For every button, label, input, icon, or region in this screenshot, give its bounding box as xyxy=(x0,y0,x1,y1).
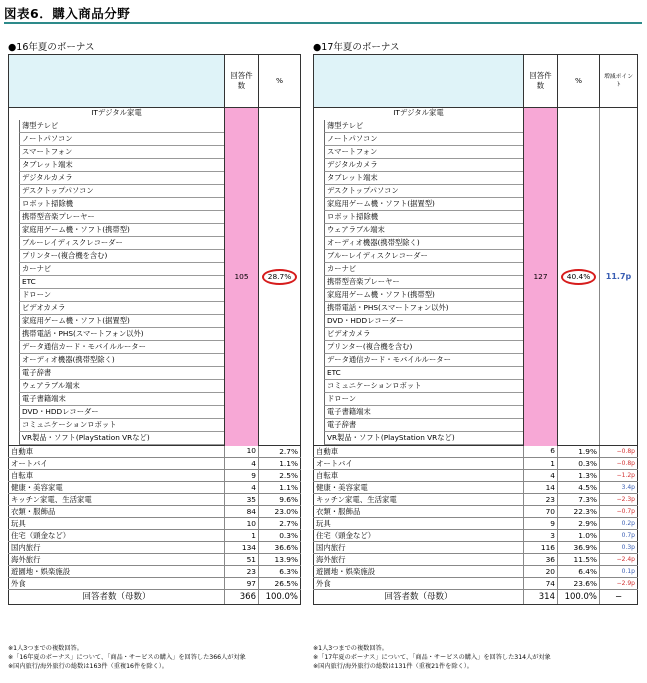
table-row xyxy=(314,470,638,482)
row-count: 36 xyxy=(524,554,558,566)
table-row xyxy=(9,578,301,590)
row-pct: 6.4% xyxy=(558,566,600,578)
row-point: −0.7p xyxy=(600,506,638,518)
row-label: 衣類・服飾品 xyxy=(314,506,524,518)
it-item: デジタルカメラ xyxy=(19,172,224,185)
row-pct: 7.3% xyxy=(558,494,600,506)
it-item: ウェアラブル端末 xyxy=(324,224,523,237)
it-item: コミュニケーションロボット xyxy=(19,419,224,432)
table-row xyxy=(314,446,638,458)
table-2016 xyxy=(8,54,301,605)
row-count: 134 xyxy=(225,542,259,554)
it-item: プリンター(複合機を含む) xyxy=(324,341,523,354)
table-row xyxy=(9,554,301,566)
it-item: ウェアラブル端末 xyxy=(19,380,224,393)
row-pct: 0.3% xyxy=(558,458,600,470)
it-category-title: ITデジタル家電 xyxy=(91,108,142,117)
it-item: スマートフォン xyxy=(19,146,224,159)
row-point: −2.4p xyxy=(600,554,638,566)
row-label: 住宅（頭金など） xyxy=(9,530,225,542)
table-row xyxy=(9,542,301,554)
table-row xyxy=(9,482,301,494)
it-item: ビデオカメラ xyxy=(324,328,523,341)
row-point: 0.2p xyxy=(600,518,638,530)
row-label: 自動車 xyxy=(9,446,225,458)
header-blank xyxy=(9,55,225,108)
row-pct: 1.0% xyxy=(558,530,600,542)
panel-heading-2016: ●16年夏のボーナス xyxy=(8,42,95,53)
table-row xyxy=(314,482,638,494)
it-category-title: ITデジタル家電 xyxy=(393,108,444,117)
row-count: 1 xyxy=(524,458,558,470)
it-item: DVD・HDDレコーダー xyxy=(19,406,224,419)
it-item: カーナビ xyxy=(324,263,523,276)
it-item: ロボット掃除機 xyxy=(324,211,523,224)
row-pct: 36.9% xyxy=(558,542,600,554)
table-row xyxy=(314,566,638,578)
it-point: 11.7p xyxy=(600,108,638,446)
it-count: 105 xyxy=(225,108,259,446)
row-count: 10 xyxy=(225,446,259,458)
notes-2017 xyxy=(313,644,551,671)
row-pct: 23.6% xyxy=(558,578,600,590)
it-item: デスクトップパソコン xyxy=(19,185,224,198)
it-item-list xyxy=(9,120,224,445)
row-label: 海外旅行 xyxy=(314,554,524,566)
it-item: タブレット端末 xyxy=(324,172,523,185)
it-item: タブレット端末 xyxy=(19,159,224,172)
total-point: − xyxy=(600,590,638,605)
table-2017 xyxy=(313,54,638,605)
table-row xyxy=(9,530,301,542)
row-label: キッチン家電、生活家電 xyxy=(9,494,225,506)
row-pct: 1.1% xyxy=(259,482,301,494)
total-label: 回答者数（母数） xyxy=(314,590,524,605)
category-rows xyxy=(9,446,301,590)
total-pct: 100.0% xyxy=(259,590,301,605)
row-label: 玩具 xyxy=(314,518,524,530)
row-count: 70 xyxy=(524,506,558,518)
it-item-list xyxy=(314,120,523,445)
row-point: 0.7p xyxy=(600,530,638,542)
it-item: デジタルカメラ xyxy=(324,159,523,172)
row-label: 遊園地・娯楽施設 xyxy=(314,566,524,578)
row-label: 国内旅行 xyxy=(9,542,225,554)
it-item: コミュニケーションロボット xyxy=(324,380,523,393)
it-item: 携帯電話・PHS(スマートフォン以外) xyxy=(324,302,523,315)
note: ※国内旅行/海外旅行の総数は131件（重複21件を除く）。 xyxy=(313,663,473,670)
row-label: 外食 xyxy=(314,578,524,590)
it-item: 携帯型音楽プレーヤー xyxy=(324,276,523,289)
total-row xyxy=(314,590,638,605)
note: ※1人3つまでの複数回答。 xyxy=(313,645,388,652)
panel-2016 xyxy=(8,42,300,605)
row-pct: 4.5% xyxy=(558,482,600,494)
row-pct: 1.9% xyxy=(558,446,600,458)
it-item: 家庭用ゲーム機・ソフト(携帯型) xyxy=(324,289,523,302)
row-label: 健康・美容家電 xyxy=(314,482,524,494)
table-row xyxy=(314,578,638,590)
it-block xyxy=(9,108,301,446)
category-rows xyxy=(314,446,638,590)
row-pct: 2.5% xyxy=(259,470,301,482)
row-count: 4 xyxy=(225,482,259,494)
it-item: ETC xyxy=(324,367,523,380)
row-label: 国内旅行 xyxy=(314,542,524,554)
title-rule xyxy=(4,22,642,24)
row-count: 51 xyxy=(225,554,259,566)
row-label: 自転車 xyxy=(9,470,225,482)
table-row xyxy=(314,506,638,518)
row-point: −2.9p xyxy=(600,578,638,590)
it-item: VR製品・ソフト(PlayStation VRなど) xyxy=(324,432,523,445)
row-count: 3 xyxy=(524,530,558,542)
row-pct: 26.5% xyxy=(259,578,301,590)
it-count: 127 xyxy=(524,108,558,446)
row-pct: 6.3% xyxy=(259,566,301,578)
row-pct: 2.7% xyxy=(259,518,301,530)
row-pct: 1.3% xyxy=(558,470,600,482)
table-row xyxy=(9,494,301,506)
row-count: 4 xyxy=(524,470,558,482)
total-row xyxy=(9,590,301,605)
it-item: オーディオ機器(携帯型除く) xyxy=(19,354,224,367)
it-item: ブルーレイディスクレコーダー xyxy=(19,237,224,250)
row-label: 衣類・服飾品 xyxy=(9,506,225,518)
row-pct: 13.9% xyxy=(259,554,301,566)
it-block xyxy=(314,108,638,446)
it-item: プリンター(複合機を含む) xyxy=(19,250,224,263)
it-item: デスクトップパソコン xyxy=(324,185,523,198)
row-label: オートバイ xyxy=(9,458,225,470)
it-item: 薄型テレビ xyxy=(19,120,224,133)
row-point: 0.3p xyxy=(600,542,638,554)
row-pct: 36.6% xyxy=(259,542,301,554)
table-row xyxy=(314,494,638,506)
it-item: 携帯電話・PHS(スマートフォン以外) xyxy=(19,328,224,341)
row-pct: 2.7% xyxy=(259,446,301,458)
it-item: 電子書籍端末 xyxy=(324,406,523,419)
row-point: −2.3p xyxy=(600,494,638,506)
notes-2016 xyxy=(8,644,246,671)
row-count: 4 xyxy=(225,458,259,470)
row-pct: 2.9% xyxy=(558,518,600,530)
row-count: 10 xyxy=(225,518,259,530)
table-row xyxy=(314,554,638,566)
row-count: 14 xyxy=(524,482,558,494)
it-item: データ通信カード・モバイルルーター xyxy=(324,354,523,367)
row-label: 遊園地・娯楽施設 xyxy=(9,566,225,578)
it-item: 家庭用ゲーム機・ソフト(据置型) xyxy=(324,198,523,211)
note: ※「17年夏のボーナス」について、「商品・サービスの購入」を回答した314人が対象 xyxy=(313,654,551,661)
header-row xyxy=(9,55,301,108)
row-count: 84 xyxy=(225,506,259,518)
it-item: ドローン xyxy=(324,393,523,406)
header-pct: % xyxy=(558,55,600,108)
row-point: −0.8p xyxy=(600,446,638,458)
header-pct: % xyxy=(259,55,301,108)
it-item: ETC xyxy=(19,276,224,289)
row-pct: 22.3% xyxy=(558,506,600,518)
row-label: 自動車 xyxy=(314,446,524,458)
it-item: ノートパソコン xyxy=(19,133,224,146)
row-count: 97 xyxy=(225,578,259,590)
row-label: 住宅（頭金など） xyxy=(314,530,524,542)
table-row xyxy=(314,458,638,470)
row-count: 6 xyxy=(524,446,558,458)
row-count: 23 xyxy=(225,566,259,578)
row-count: 9 xyxy=(524,518,558,530)
it-item: 携帯型音楽プレーヤー xyxy=(19,211,224,224)
row-label: キッチン家電、生活家電 xyxy=(314,494,524,506)
table-row xyxy=(314,518,638,530)
row-label: 健康・美容家電 xyxy=(9,482,225,494)
it-pct-cell xyxy=(259,108,301,446)
note: ※1人3つまでの複数回答。 xyxy=(8,645,83,652)
note: ※国内旅行/海外旅行の総数は163件（重複16件を除く）。 xyxy=(8,663,168,670)
it-list-cell xyxy=(9,108,225,446)
it-pct-highlight: 40.4% xyxy=(561,269,596,285)
header-count: 回答件数 xyxy=(524,55,558,108)
row-label: 海外旅行 xyxy=(9,554,225,566)
table-row xyxy=(9,506,301,518)
table-row xyxy=(314,530,638,542)
it-pct-highlight: 28.7% xyxy=(262,269,297,285)
table-row xyxy=(9,458,301,470)
row-count: 20 xyxy=(524,566,558,578)
row-point: −0.8p xyxy=(600,458,638,470)
row-count: 23 xyxy=(524,494,558,506)
it-list-cell xyxy=(314,108,524,446)
it-item: オーディオ機器(携帯型除く) xyxy=(324,237,523,250)
total-count: 314 xyxy=(524,590,558,605)
total-label: 回答者数（母数） xyxy=(9,590,225,605)
header-blank xyxy=(314,55,524,108)
it-item: 電子辞書 xyxy=(324,419,523,432)
panel-2017 xyxy=(313,42,637,605)
table-row xyxy=(9,470,301,482)
it-pct-cell xyxy=(558,108,600,446)
row-label: オートバイ xyxy=(314,458,524,470)
total-count: 366 xyxy=(225,590,259,605)
row-pct: 9.6% xyxy=(259,494,301,506)
row-point: 3.4p xyxy=(600,482,638,494)
note: ※「16年夏のボーナス」について、「商品・サービスの購入」を回答した366人が対象 xyxy=(8,654,246,661)
table-row xyxy=(9,518,301,530)
it-item: スマートフォン xyxy=(324,146,523,159)
it-item: DVD・HDDレコーダー xyxy=(324,315,523,328)
row-point: 0.1p xyxy=(600,566,638,578)
row-pct: 11.5% xyxy=(558,554,600,566)
header-point: 増減ポイント xyxy=(600,55,638,108)
figure-title: 図表6．購入商品分野 xyxy=(4,6,131,21)
row-count: 74 xyxy=(524,578,558,590)
it-item: 薄型テレビ xyxy=(324,120,523,133)
row-point: −1.2p xyxy=(600,470,638,482)
table-row xyxy=(9,446,301,458)
it-item: 電子辞書 xyxy=(19,367,224,380)
it-item: 電子書籍端末 xyxy=(19,393,224,406)
panel-heading-2017: ●17年夏のボーナス xyxy=(313,42,400,53)
row-count: 116 xyxy=(524,542,558,554)
it-item: データ通信カード・モバイルルーター xyxy=(19,341,224,354)
row-pct: 0.3% xyxy=(259,530,301,542)
row-label: 玩具 xyxy=(9,518,225,530)
row-label: 自転車 xyxy=(314,470,524,482)
row-pct: 1.1% xyxy=(259,458,301,470)
header-row xyxy=(314,55,638,108)
it-item: VR製品・ソフト(PlayStation VRなど) xyxy=(19,432,224,445)
table-row xyxy=(314,542,638,554)
row-count: 9 xyxy=(225,470,259,482)
row-count: 1 xyxy=(225,530,259,542)
it-item: ロボット掃除機 xyxy=(19,198,224,211)
total-pct: 100.0% xyxy=(558,590,600,605)
row-label: 外食 xyxy=(9,578,225,590)
it-item: カーナビ xyxy=(19,263,224,276)
it-item: 家庭用ゲーム機・ソフト(携帯型) xyxy=(19,224,224,237)
it-item: ノートパソコン xyxy=(324,133,523,146)
it-item: 家庭用ゲーム機・ソフト(据置型) xyxy=(19,315,224,328)
it-item: ブルーレイディスクレコーダー xyxy=(324,250,523,263)
header-count: 回答件数 xyxy=(225,55,259,108)
row-pct: 23.0% xyxy=(259,506,301,518)
it-item: ドローン xyxy=(19,289,224,302)
it-item: ビデオカメラ xyxy=(19,302,224,315)
table-row xyxy=(9,566,301,578)
row-count: 35 xyxy=(225,494,259,506)
